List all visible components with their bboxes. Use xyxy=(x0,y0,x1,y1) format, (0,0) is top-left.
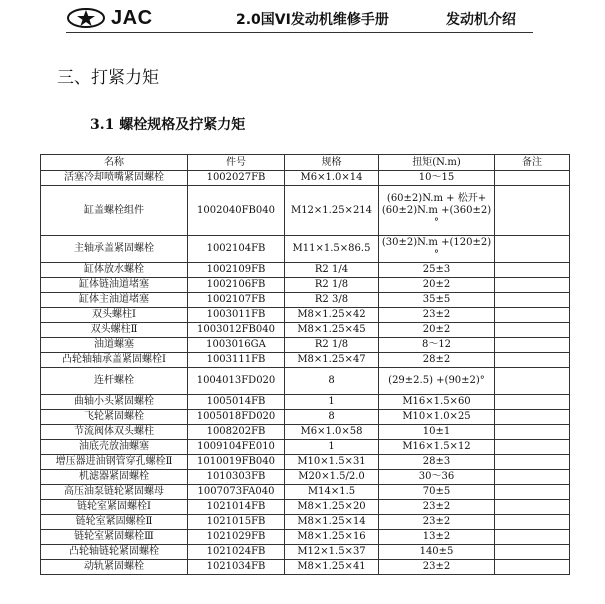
cell-spec: 1 xyxy=(285,395,379,410)
cell-part: 1005014FB xyxy=(188,395,285,410)
table-row xyxy=(41,470,570,485)
cell-note xyxy=(495,440,570,455)
cell-torque: 23±2 xyxy=(379,500,495,515)
cell-part: 1021034FB xyxy=(188,560,285,575)
cell-spec: M20×1.5/2.0 xyxy=(285,470,379,485)
cell-note xyxy=(495,263,570,278)
table-row xyxy=(41,515,570,530)
cell-note xyxy=(495,293,570,308)
table-row xyxy=(41,485,570,500)
cell-part: 1002107FB xyxy=(188,293,285,308)
cell-torque: 28±2 xyxy=(379,353,495,368)
subsection-heading: 3.1 螺栓规格及拧紧力矩 xyxy=(90,117,246,133)
cell-name: 高压油泵链轮紧固螺母 xyxy=(41,485,188,500)
cell-spec: M8×1.25×16 xyxy=(285,530,379,545)
cell-torque: 28±3 xyxy=(379,455,495,470)
brand-name: JAC xyxy=(111,6,153,29)
cell-part: 1002109FB xyxy=(188,263,285,278)
cell-name: 动轨紧固螺栓 xyxy=(41,560,188,575)
cell-note xyxy=(495,515,570,530)
cell-torque: 35±5 xyxy=(379,293,495,308)
table-header-row xyxy=(41,155,570,171)
table-row xyxy=(41,171,570,186)
cell-part: 1021015FB xyxy=(188,515,285,530)
cell-torque: 10±1 xyxy=(379,425,495,440)
cell-name: 链轮室紧固螺栓Ⅲ xyxy=(41,530,188,545)
table-row xyxy=(41,560,570,575)
cell-note xyxy=(495,308,570,323)
cell-spec: 8 xyxy=(285,410,379,425)
cell-name: 双头螺柱Ⅱ xyxy=(41,323,188,338)
cell-note xyxy=(495,278,570,293)
table-row xyxy=(41,530,570,545)
table-row xyxy=(41,353,570,368)
cell-part: 1002104FB xyxy=(188,236,285,263)
cell-torque: 23±2 xyxy=(379,560,495,575)
table-row xyxy=(41,395,570,410)
cell-part: 1002106FB xyxy=(188,278,285,293)
manual-title: 2.0国VI发动机维修手册 xyxy=(236,12,389,28)
column-header: 规格 xyxy=(285,155,379,171)
cell-spec: M8×1.25×14 xyxy=(285,515,379,530)
cell-name: 曲轴小头紧固螺栓 xyxy=(41,395,188,410)
cell-note xyxy=(495,485,570,500)
cell-spec: M11×1.5×86.5 xyxy=(285,236,379,263)
cell-part: 1021014FB xyxy=(188,500,285,515)
cell-part: 1010303FB xyxy=(188,470,285,485)
table-row xyxy=(41,440,570,455)
table-row xyxy=(41,545,570,560)
cell-note xyxy=(495,425,570,440)
cell-torque: (29±2.5) +(90±2)° xyxy=(379,368,495,395)
cell-torque: 140±5 xyxy=(379,545,495,560)
cell-note xyxy=(495,410,570,425)
cell-torque: M10×1.0×25 xyxy=(379,410,495,425)
cell-name: 活塞冷却喷嘴紧固螺栓 xyxy=(41,171,188,186)
cell-name: 油底壳放油螺塞 xyxy=(41,440,188,455)
cell-spec: R2 1/8 xyxy=(285,278,379,293)
section-heading: 三、打紧力矩 xyxy=(57,68,159,88)
brand-logo xyxy=(66,7,153,29)
cell-spec: M10×1.5×31 xyxy=(285,455,379,470)
cell-spec: M8×1.25×45 xyxy=(285,323,379,338)
cell-name: 凸轮轴链轮紧固螺栓 xyxy=(41,545,188,560)
column-header: 备注 xyxy=(495,155,570,171)
cell-spec: M8×1.25×20 xyxy=(285,500,379,515)
cell-spec: M12×1.25×214 xyxy=(285,186,379,236)
cell-note xyxy=(495,323,570,338)
cell-spec: M8×1.25×42 xyxy=(285,308,379,323)
cell-name: 主轴承盖紧固螺栓 xyxy=(41,236,188,263)
cell-spec: M14×1.5 xyxy=(285,485,379,500)
cell-note xyxy=(495,455,570,470)
cell-part: 1002027FB xyxy=(188,171,285,186)
cell-name: 凸轮轴轴承盖紧固螺栓Ⅰ xyxy=(41,353,188,368)
cell-name: 油道螺塞 xyxy=(41,338,188,353)
cell-note xyxy=(495,353,570,368)
cell-name: 双头螺柱Ⅰ xyxy=(41,308,188,323)
table-row xyxy=(41,293,570,308)
cell-spec: 1 xyxy=(285,440,379,455)
table-row xyxy=(41,323,570,338)
table-row xyxy=(41,278,570,293)
cell-spec: M12×1.5×37 xyxy=(285,545,379,560)
cell-torque: (30±2)N.m +(120±2)° xyxy=(379,236,495,263)
cell-torque: (60±2)N.m + 松开+(60±2)N.m +(360±2)° xyxy=(379,186,495,236)
cell-torque: 13±2 xyxy=(379,530,495,545)
table-row xyxy=(41,236,570,263)
cell-note xyxy=(495,560,570,575)
cell-name: 增压器进油钢管穿孔螺栓Ⅱ xyxy=(41,455,188,470)
cell-part: 1008202FB xyxy=(188,425,285,440)
cell-part: 1021029FB xyxy=(188,530,285,545)
cell-torque: 30～36 xyxy=(379,470,495,485)
cell-spec: R2 1/4 xyxy=(285,263,379,278)
cell-name: 飞轮紧固螺栓 xyxy=(41,410,188,425)
table-row xyxy=(41,425,570,440)
cell-part: 1003016GA xyxy=(188,338,285,353)
column-header: 扭矩(N.m) xyxy=(379,155,495,171)
cell-note xyxy=(495,395,570,410)
cell-name: 缸体主油道堵塞 xyxy=(41,293,188,308)
cell-note xyxy=(495,236,570,263)
cell-part: 1009104FE010 xyxy=(188,440,285,455)
cell-part: 1003011FB xyxy=(188,308,285,323)
jac-star-logo-icon xyxy=(66,8,106,28)
cell-part: 1002040FB040 xyxy=(188,186,285,236)
cell-part: 1004013FD020 xyxy=(188,368,285,395)
cell-torque: 23±2 xyxy=(379,308,495,323)
table-row xyxy=(41,308,570,323)
table-row xyxy=(41,410,570,425)
cell-part: 1010019FB040 xyxy=(188,455,285,470)
cell-spec: 8 xyxy=(285,368,379,395)
cell-note xyxy=(495,171,570,186)
cell-note xyxy=(495,368,570,395)
cell-name: 连杆螺栓 xyxy=(41,368,188,395)
cell-note xyxy=(495,186,570,236)
cell-spec: M6×1.0×58 xyxy=(285,425,379,440)
cell-torque: 70±5 xyxy=(379,485,495,500)
cell-name: 缸体链油道堵塞 xyxy=(41,278,188,293)
cell-part: 1003111FB xyxy=(188,353,285,368)
cell-name: 链轮室紧固螺栓Ⅰ xyxy=(41,500,188,515)
cell-spec: M8×1.25×41 xyxy=(285,560,379,575)
cell-torque: 8～12 xyxy=(379,338,495,353)
cell-note xyxy=(495,338,570,353)
table-row xyxy=(41,368,570,395)
table-row xyxy=(41,338,570,353)
cell-note xyxy=(495,530,570,545)
cell-torque: M16×1.5×60 xyxy=(379,395,495,410)
cell-torque: 23±2 xyxy=(379,515,495,530)
section-title: 发动机介绍 xyxy=(446,12,516,28)
table-row xyxy=(41,455,570,470)
cell-spec: M6×1.0×14 xyxy=(285,171,379,186)
cell-spec: R2 1/8 xyxy=(285,338,379,353)
cell-torque: M16×1.5×12 xyxy=(379,440,495,455)
cell-spec: M8×1.25×47 xyxy=(285,353,379,368)
table-row xyxy=(41,263,570,278)
cell-torque: 20±2 xyxy=(379,278,495,293)
cell-torque: 20±2 xyxy=(379,323,495,338)
cell-part: 1021024FB xyxy=(188,545,285,560)
table-row xyxy=(41,500,570,515)
cell-part: 1003012FB040 xyxy=(188,323,285,338)
cell-note xyxy=(495,500,570,515)
cell-part: 1005018FD020 xyxy=(188,410,285,425)
column-header: 件号 xyxy=(188,155,285,171)
cell-name: 节流阀体双头螺柱 xyxy=(41,425,188,440)
cell-spec: R2 3/8 xyxy=(285,293,379,308)
torque-table xyxy=(40,154,570,575)
cell-name: 缸体放水螺栓 xyxy=(41,263,188,278)
cell-torque: 10～15 xyxy=(379,171,495,186)
header-divider xyxy=(66,32,533,33)
cell-name: 机滤器紧固螺栓 xyxy=(41,470,188,485)
cell-note xyxy=(495,470,570,485)
cell-name: 缸盖螺栓组件 xyxy=(41,186,188,236)
cell-torque: 25±3 xyxy=(379,263,495,278)
cell-part: 1007073FA040 xyxy=(188,485,285,500)
cell-note xyxy=(495,545,570,560)
column-header: 名称 xyxy=(41,155,188,171)
table-row xyxy=(41,186,570,236)
cell-name: 链轮室紧固螺栓Ⅱ xyxy=(41,515,188,530)
